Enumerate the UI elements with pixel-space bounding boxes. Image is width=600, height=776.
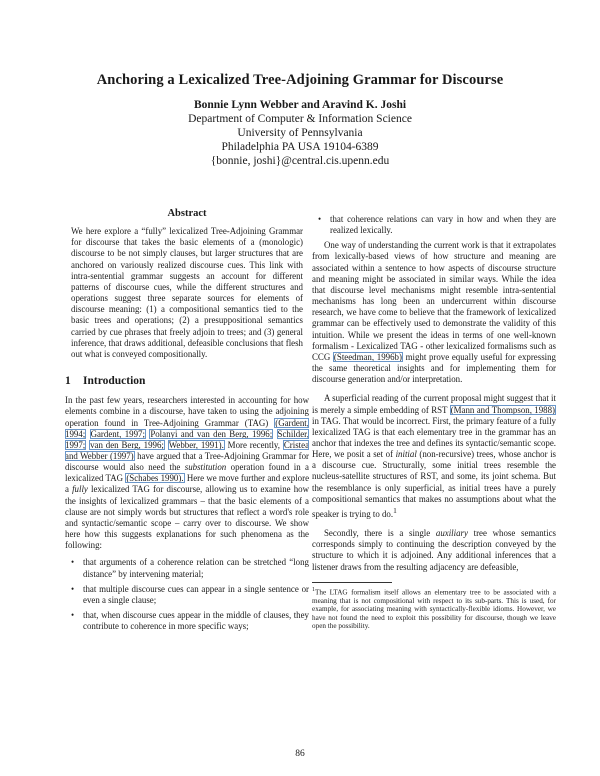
citation-link[interactable]: Webber, 1991). [168,439,224,450]
bullet-icon: • [71,557,75,568]
list-item [312,214,556,236]
page-number: 86 [295,749,305,759]
author-block [0,98,600,168]
intro-text: More recently, [227,439,280,450]
intro-paragraph [65,395,309,551]
citation-link[interactable]: (Mann and Thompson, 1988) [450,404,555,415]
phenomena-list-continued [312,214,556,236]
right-column [312,208,556,631]
list-item-text: that multiple discourse cues can appear in a single sentence or even a single clause; [83,583,309,605]
citation-link[interactable]: (Schabes 1990). [126,473,184,484]
emphasis-text: auxiliary [435,528,468,539]
author-email: {bonnie, joshi}@central.cis.upenn.edu [210,155,390,167]
section-heading [65,376,309,387]
citation-link[interactable]: Gardent, 1997; [90,428,145,439]
paper-title: Anchoring a Lexicalized Tree-Adjoining Grammar for Discourse [96,72,504,88]
section-title: Introduction [83,375,146,388]
body-text: One way of understanding the current work is that it extrapolates from lexically-based views of how structure and meaning are associated within a sentence to how aspects of discourse structure and meaning might be associated in similar ways. While the idea that discourse level mechanisms might resemble intra-sentential mechanisms has long been an undercurrent within discourse research, we have come to believe that the framework of lexicalized grammar can be effectively used to demonstrate the validity of this intuition. While we present the ideas in terms of one well-known formalism - Lexicalized TAG - other lexicalized formalisms such as CCG [312,240,556,362]
author-department: Department of Computer & Information Science [188,113,412,125]
intro-text: Here we move further and explore a [65,473,310,495]
body-paragraph [312,240,556,385]
bullet-icon: • [318,214,322,224]
citation-link[interactable]: Schilder, 1997; [65,428,309,450]
emphasis-text: fully [72,484,88,495]
list-item-text: that, when discourse cues appear in the middle of clauses, they contribute to coherence in more specific ways; [83,610,309,632]
citation-link[interactable]: (Gardent, 1994; [65,417,309,439]
left-column [65,208,309,636]
list-item-text: that coherence relations can vary in how and when they are realized lexically. [330,214,556,236]
citation-link[interactable]: Polanyi and van den Berg, 1996; [150,428,273,439]
citation-link[interactable]: (Steedman, 1996b) [333,351,402,362]
footnote-divider [312,582,392,583]
citation-link[interactable]: van den Berg, 1996; [90,439,164,450]
abstract-heading: Abstract [167,208,207,219]
abstract-text: We here explore a “fully” lexicalized Tree-Adjoining Grammar for discourse that takes the basic elements of a (monologic) discourse to be not simply clauses, but larger structures that are anchored on variously realized discourse cues. This link with intra-sentential grammar suggests an account for different patterns of discourse cues, while the different structures and operations suggest three separate sources for elements of discourse meaning: (1) a compositional semantics tied to the basic trees and operations; (2) a presuppositional semantics carried by cue phrases that freely adjoin to trees; and (3) general inference, that draws additional, defeasible conclusions that flesh out what is conveyed compositionally. [71,226,303,359]
intro-text: have argued that a Tree-Adjoining Grammar for discourse would also need the [65,450,309,473]
body-text: (non-recursive) trees, whose anchor is a discourse cue. Structurally, some initial trees resemble the nucleus-satellite structures of RST, and some, its joint schema. But the resemblance is only superficial, as initial trees have a purely compositional semantics that makes no assumptions about what the speaker is trying to do. [312,449,557,519]
list-item [65,584,309,606]
footnote [312,586,556,631]
intro-text: operation found in a lexicalized TAG [65,462,309,484]
author-university: University of Pennsylvania [237,127,363,139]
footnote-text: The LTAG formalism itself allows an elementary tree to be associated with a meaning that is not compositional with respect to its sub-parts. This is used, for example, for associating meaning with syntactically-flexible idioms. However, we have not found the need to exploit this possibility for discourse, though we leave open the possibility. [312,588,556,631]
emphasis-text: initial [395,449,417,460]
intro-text: lexicalized TAG for discourse, allowing us to examine how the insights of lexicalized grammars – that the basic elements of a clause are not simply words but structures that reflect a word's role and syntactic/semantic scope – carry over to discourse. We show here how this suggests explanations for such phenomena as the following: [65,484,310,551]
citation-link[interactable]: Cristea and Webber (1997) [65,439,310,461]
bullet-icon: • [71,610,75,620]
body-text: tree whose semantics corresponds simply to continuing the description conveyed by the structure to which it is adjoined. Any additional inferences that a listener draws from the resulting adjacency are defeasible, [312,528,556,572]
list-item [65,610,309,632]
phenomena-list [65,557,309,632]
footnote-number: 1 [312,586,315,593]
body-paragraph [312,393,556,520]
body-text: might prove equally useful for expressing the same theoretical insights and for implementing them for discourse generation and/or interpretation. [312,351,556,385]
list-item-text: that arguments of a coherence relation can be stretched “long distance” by intervening material; [83,557,309,579]
author-address: Philadelphia PA USA 19104-6389 [221,141,379,153]
body-text: in TAG. That would be incorrect. First, the primary feature of a fully lexicalized TAG is that each elementary tree in the grammar has an anchor that indexes the tree and defines its syntactic/semantic scope. Here, we posit a set of [312,415,556,460]
emphasis-text: substitution [184,462,227,473]
body-paragraph [312,528,556,573]
body-text: Secondly, there is a single [324,528,431,539]
intro-text: In the past few years, researchers interested in accounting for how elements combine in a discourse, have taken to using the adjoining operation found in Tree-Adjoining Grammar (TAG) [65,395,309,428]
bullet-icon: • [71,583,75,594]
section-number: 1 [65,375,71,388]
author-names: Bonnie Lynn Webber and Aravind K. Joshi [193,99,407,111]
body-text: A superficial reading of the current proposal might suggest that it is merely a simple embedding of RST [312,393,556,415]
list-item [65,557,309,579]
footnote-marker[interactable]: 1 [393,505,397,515]
